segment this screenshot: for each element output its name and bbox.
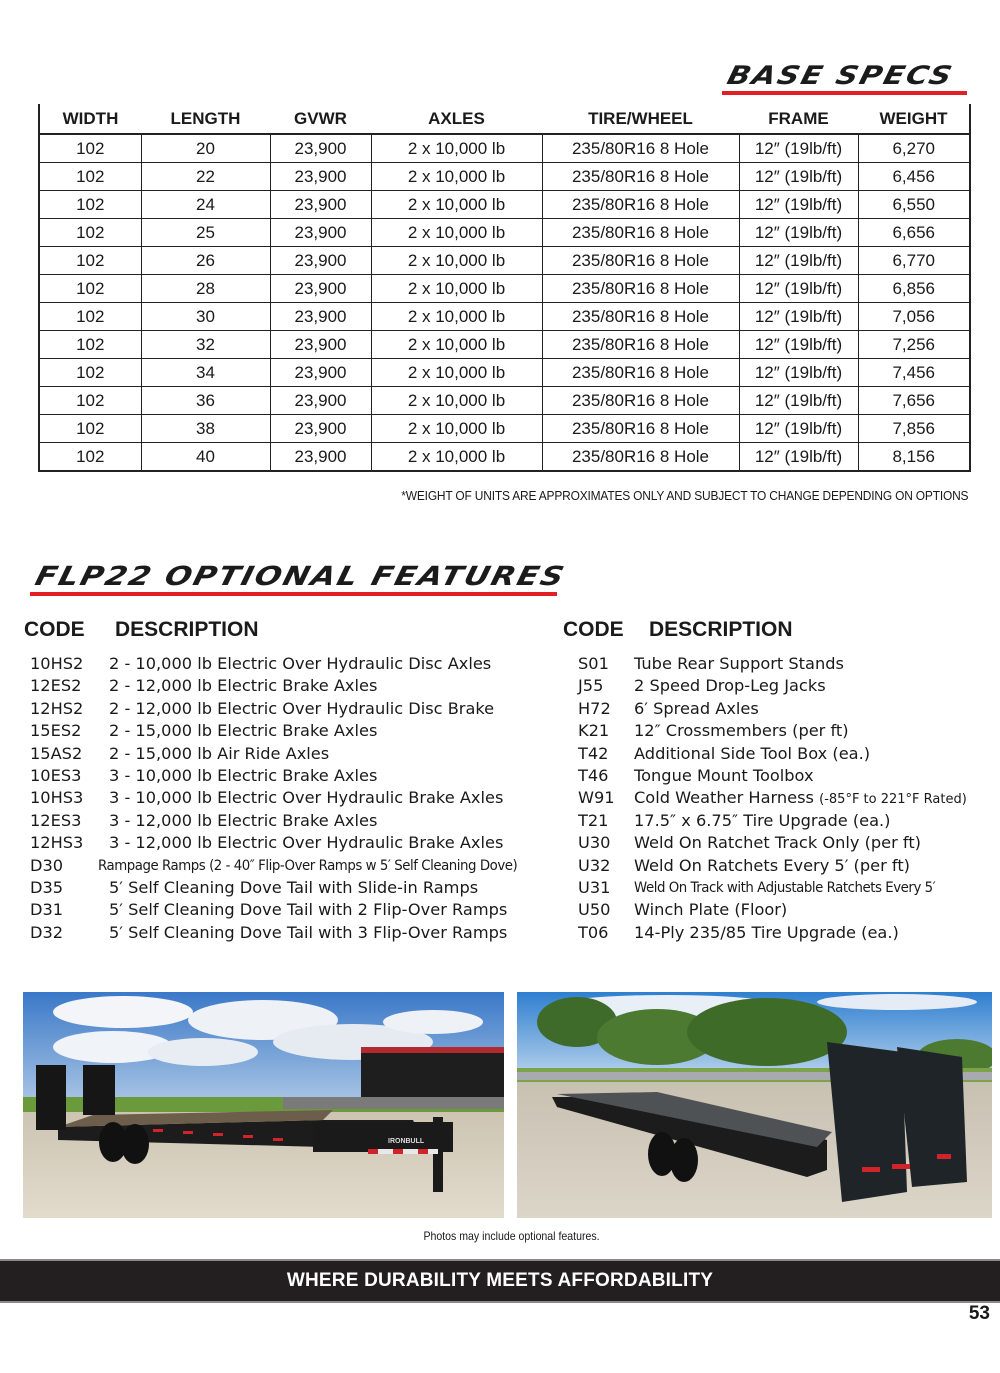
option-item-15as2 [24,743,554,765]
option-item-d32 [24,922,554,944]
options-list-left [24,617,554,944]
option-description [109,720,377,742]
option-description [634,877,935,899]
option-item-t46 [563,765,1000,787]
option-code: D30 [30,855,64,875]
cell-weight: 6,270 [858,134,970,163]
option-description [634,743,870,765]
cell-tire-wheel: 235/80R16 8 Hole [542,387,739,415]
cell-width: 102 [39,387,141,415]
cell-weight: 6,856 [858,275,970,303]
option-item-15es2 [24,720,554,742]
cell-axles: 2 x 10,000 lb [371,359,542,387]
cell-frame: 12″ (19lb/ft) [739,387,858,415]
cell-weight: 8,156 [858,443,970,472]
options-rows-left [24,653,554,944]
footer-banner [0,1259,1000,1303]
page-number: 53 [968,1303,990,1324]
col-header-tire-wheel: TIRE/WHEEL [542,104,739,134]
option-code: U31 [578,877,611,897]
option-code: D35 [30,877,64,897]
trailer-photo-left-image [23,992,504,1218]
cell-length: 30 [141,303,270,331]
option-description [634,810,891,832]
option-description-text: 5′ Self Cleaning Dove Tail with 2 Flip-Over Ramps [109,900,508,920]
option-code: T06 [578,922,609,942]
cell-tire-wheel: 235/80R16 8 Hole [542,163,739,191]
cell-frame: 12″ (19lb/ft) [739,359,858,387]
option-description-text: Rampage Ramps (2 - 40″ Flip-Over Ramps w 5′ Self Cleaning Dove) [98,857,518,874]
option-description-text: Weld On Ratchets Every 5′ (per ft) [634,855,910,875]
option-description-text: 2 - 12,000 lb Electric Over Hydraulic Disc Brake [109,698,495,718]
cell-tire-wheel: 235/80R16 8 Hole [542,219,739,247]
option-description [109,877,478,899]
cell-gvwr: 23,900 [270,134,371,163]
cell-axles: 2 x 10,000 lb [371,331,542,359]
option-description-text: 3 - 10,000 lb Electric Brake Axles [109,765,378,785]
col-header-weight: WEIGHT [858,104,970,134]
option-item-s01 [563,653,1000,675]
trailer-photo-left [23,992,504,1218]
option-item-12hs3 [24,832,554,854]
option-code: J55 [578,676,604,696]
cell-width: 102 [39,219,141,247]
cell-gvwr: 23,900 [270,359,371,387]
table-row [39,134,970,163]
cell-weight: 7,256 [858,331,970,359]
option-item-u50 [563,899,1000,921]
cell-axles: 2 x 10,000 lb [371,163,542,191]
table-row [39,359,970,387]
option-code: K21 [578,721,610,741]
options-header-left [24,617,554,643]
option-description-text: 6′ Spread Axles [634,698,759,718]
code-header: CODE [24,618,85,641]
cell-axles: 2 x 10,000 lb [371,387,542,415]
cell-gvwr: 23,900 [270,443,371,472]
option-description-text: 14-Ply 235/85 Tire Upgrade (ea.) [634,922,899,942]
option-description [634,855,910,877]
option-item-j55 [563,675,1000,697]
cell-tire-wheel: 235/80R16 8 Hole [542,275,739,303]
trailer-photo-right-image [517,992,992,1218]
cell-frame: 12″ (19lb/ft) [739,247,858,275]
cell-frame: 12″ (19lb/ft) [739,275,858,303]
option-description [634,675,826,697]
option-item-h72 [563,698,1000,720]
option-item-12hs2 [24,698,554,720]
option-code: 10HS3 [30,788,84,808]
cell-frame: 12″ (19lb/ft) [739,443,858,472]
cell-tire-wheel: 235/80R16 8 Hole [542,443,739,472]
table-row [39,331,970,359]
cell-width: 102 [39,134,141,163]
cell-axles: 2 x 10,000 lb [371,134,542,163]
option-item-u32 [563,855,1000,877]
cell-frame: 12″ (19lb/ft) [739,331,858,359]
option-description-text: 12″ Crossmembers (per ft) [634,721,849,741]
cell-gvwr: 23,900 [270,191,371,219]
cell-frame: 12″ (19lb/ft) [739,191,858,219]
description-header: DESCRIPTION [649,618,793,641]
option-description [109,765,377,787]
cell-frame: 12″ (19lb/ft) [739,219,858,247]
cell-width: 102 [39,303,141,331]
option-code: T46 [578,765,609,785]
cell-width: 102 [39,331,141,359]
cell-axles: 2 x 10,000 lb [371,443,542,472]
cell-weight: 7,456 [858,359,970,387]
cell-weight: 6,456 [858,163,970,191]
cell-gvwr: 23,900 [270,275,371,303]
option-code: 10ES3 [30,765,82,785]
option-description-text: Additional Side Tool Box (ea.) [634,743,871,763]
cell-width: 102 [39,415,141,443]
cell-tire-wheel: 235/80R16 8 Hole [542,415,739,443]
option-item-10es3 [24,765,554,787]
option-description-note: (-85°F to 221°F Rated) [819,792,967,808]
cell-tire-wheel: 235/80R16 8 Hole [542,247,739,275]
option-description [634,720,849,742]
cell-axles: 2 x 10,000 lb [371,303,542,331]
option-code: U32 [578,855,611,875]
cell-weight: 6,656 [858,219,970,247]
cell-width: 102 [39,443,141,472]
option-code: D31 [30,900,64,920]
table-row [39,303,970,331]
option-description-text: 5′ Self Cleaning Dove Tail with Slide-in Ramps [109,877,479,897]
option-code: T21 [578,810,609,830]
table-row [39,443,970,472]
cell-weight: 7,056 [858,303,970,331]
option-item-12es2 [24,675,554,697]
option-description-text: Cold Weather Harness [634,788,814,808]
option-code: 12HS2 [30,698,84,718]
option-description [634,698,759,720]
option-description-text: Tongue Mount Toolbox [634,765,814,785]
option-code: D32 [30,922,64,942]
option-description-text: 3 - 12,000 lb Electric Over Hydraulic Brake Axles [109,833,504,853]
option-item-t21 [563,810,1000,832]
option-code: S01 [578,654,609,673]
option-code: 15ES2 [30,721,82,741]
option-description [109,675,377,697]
cell-tire-wheel: 235/80R16 8 Hole [542,331,739,359]
option-description-text: Weld On Track with Adjustable Ratchets Every 5′ [634,879,936,896]
cell-length: 22 [141,163,270,191]
cell-length: 20 [141,134,270,163]
cell-weight: 7,656 [858,387,970,415]
option-description [634,899,787,921]
option-item-k21 [563,720,1000,742]
option-item-t42 [563,743,1000,765]
option-description [98,855,517,877]
option-description [634,653,844,675]
cell-weight: 7,856 [858,415,970,443]
cell-width: 102 [39,247,141,275]
cell-width: 102 [39,191,141,219]
cell-gvwr: 23,900 [270,387,371,415]
table-row [39,219,970,247]
cell-frame: 12″ (19lb/ft) [739,134,858,163]
option-item-d35 [24,877,554,899]
option-code: T42 [578,743,609,763]
cell-frame: 12″ (19lb/ft) [739,415,858,443]
table-header-row [39,104,970,134]
cell-tire-wheel: 235/80R16 8 Hole [542,191,739,219]
option-description [109,832,503,854]
option-description-text: 2 - 12,000 lb Electric Brake Axles [109,676,378,696]
option-description [109,743,329,765]
option-code: U30 [578,833,611,853]
col-header-length: LENGTH [141,104,270,134]
description-header: DESCRIPTION [115,618,259,641]
options-list-right [563,617,1000,944]
option-description-text: 2 - 15,000 lb Air Ride Axles [109,743,330,763]
option-description [109,922,507,944]
cell-gvwr: 23,900 [270,163,371,191]
option-item-12es3 [24,810,554,832]
option-description-text: 2 - 10,000 lb Electric Over Hydraulic Disc Axles [109,654,492,673]
col-header-gvwr: GVWR [270,104,371,134]
cell-length: 24 [141,191,270,219]
option-description-text: 3 - 10,000 lb Electric Over Hydraulic Brake Axles [109,788,504,808]
cell-gvwr: 23,900 [270,303,371,331]
options-rows-right [563,653,1000,944]
cell-tire-wheel: 235/80R16 8 Hole [542,359,739,387]
table-row [39,387,970,415]
cell-width: 102 [39,275,141,303]
option-item-u31 [563,877,1000,899]
option-description-text: 17.5″ x 6.75″ Tire Upgrade (ea.) [634,810,891,830]
option-code: 12ES2 [30,676,82,696]
option-item-d30 [24,855,554,877]
svg-text:IRONBULL: IRONBULL [388,1138,425,1145]
cell-length: 25 [141,219,270,247]
cell-width: 102 [39,163,141,191]
col-header-width: WIDTH [39,104,141,134]
option-description [109,787,503,809]
table-row [39,275,970,303]
option-code: 15AS2 [30,743,83,763]
table-row [39,415,970,443]
option-description-text: Winch Plate (Floor) [634,900,788,920]
optional-features-title: FLP22 OPTIONAL FEATURES [32,561,569,592]
cell-length: 26 [141,247,270,275]
trailer-photo-right [517,992,992,1218]
col-header-axles: AXLES [371,104,542,134]
options-header-right [563,617,1000,643]
option-description-text: Weld On Ratchet Track Only (per ft) [634,833,922,853]
cell-length: 38 [141,415,270,443]
option-code: U50 [578,900,611,920]
option-description [634,832,921,854]
table-row [39,191,970,219]
option-description [109,698,494,720]
weight-footnote: *WEIGHT OF UNITS ARE APPROXIMATES ONLY AND SUBJECT TO CHANGE DEPENDING ON OPTIONS [400,488,968,503]
option-description-text: 2 - 15,000 lb Electric Brake Axles [109,721,378,741]
option-code: W91 [578,788,615,808]
option-description-text: 2 Speed Drop-Leg Jacks [634,676,826,696]
base-specs-table-body [39,134,970,471]
cell-length: 28 [141,275,270,303]
option-description-text: 5′ Self Cleaning Dove Tail with 3 Flip-Over Ramps [109,922,508,942]
option-item-10hs3 [24,787,554,809]
cell-gvwr: 23,900 [270,415,371,443]
option-description [109,810,377,832]
cell-weight: 6,770 [858,247,970,275]
option-description-text: 3 - 12,000 lb Electric Brake Axles [109,810,378,830]
option-item-10hs2 [24,653,554,675]
base-specs-title: BASE SPECS [724,61,957,91]
option-item-d31 [24,899,554,921]
cell-weight: 6,550 [858,191,970,219]
option-item-w91 [563,787,1000,809]
cell-length: 32 [141,331,270,359]
option-description [109,899,507,921]
cell-length: 40 [141,443,270,472]
option-item-u30 [563,832,1000,854]
footer-tagline: WHERE DURABILITY MEETS AFFORDABILITY [286,1270,714,1291]
option-code: H72 [578,698,611,718]
cell-tire-wheel: 235/80R16 8 Hole [542,134,739,163]
code-header: CODE [563,618,624,641]
table-row [39,163,970,191]
cell-frame: 12″ (19lb/ft) [739,303,858,331]
cell-gvwr: 23,900 [270,331,371,359]
cell-frame: 12″ (19lb/ft) [739,163,858,191]
photo-caption: Photos may include optional features. [423,1229,600,1243]
cell-length: 34 [141,359,270,387]
base-specs-table [38,104,971,472]
cell-width: 102 [39,359,141,387]
cell-axles: 2 x 10,000 lb [371,219,542,247]
cell-gvwr: 23,900 [270,247,371,275]
option-code: 12ES3 [30,810,82,830]
option-description [634,787,967,809]
option-description [109,653,491,675]
option-code: 10HS2 [30,654,84,673]
cell-axles: 2 x 10,000 lb [371,275,542,303]
base-specs-underline [722,91,967,95]
optional-features-underline [30,592,557,596]
col-header-frame: FRAME [739,104,858,134]
cell-gvwr: 23,900 [270,219,371,247]
cell-axles: 2 x 10,000 lb [371,191,542,219]
cell-axles: 2 x 10,000 lb [371,415,542,443]
option-item-t06 [563,922,1000,944]
table-row [39,247,970,275]
cell-axles: 2 x 10,000 lb [371,247,542,275]
option-description [634,922,899,944]
option-description-text: Tube Rear Support Stands [634,654,844,673]
cell-tire-wheel: 235/80R16 8 Hole [542,303,739,331]
option-code: 12HS3 [30,833,84,853]
cell-length: 36 [141,387,270,415]
option-description [634,765,814,787]
